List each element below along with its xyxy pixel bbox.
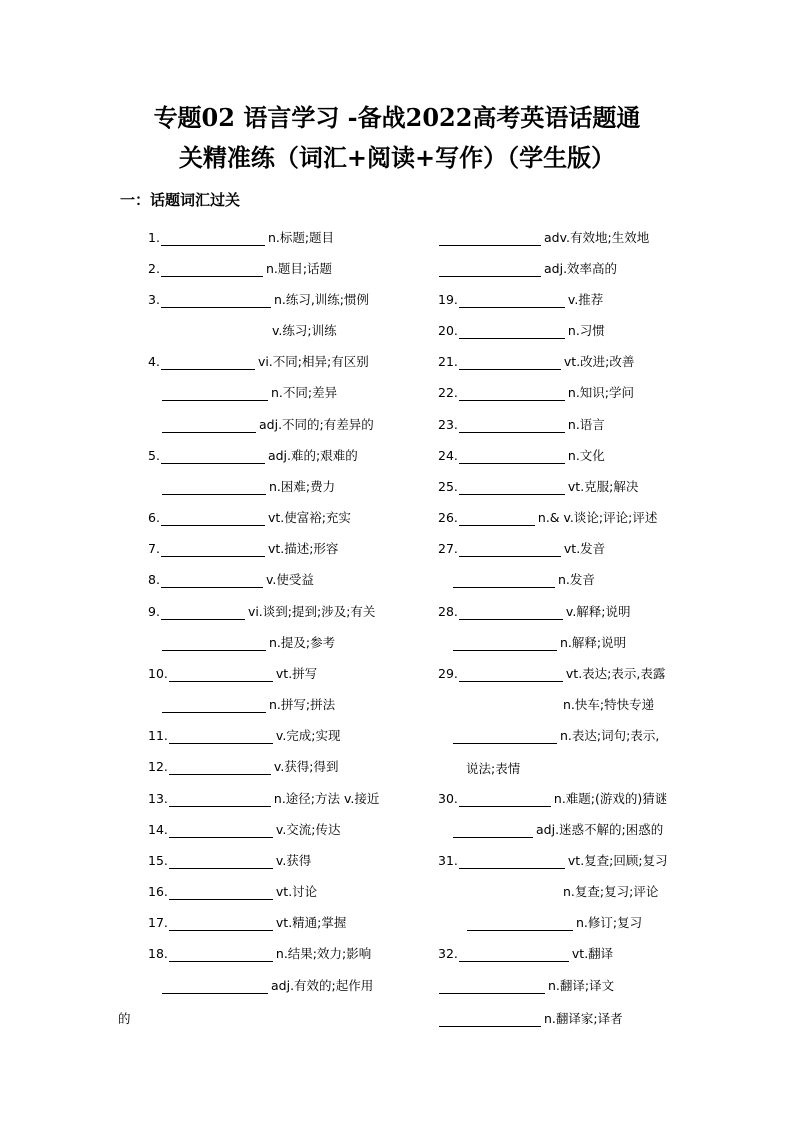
item-number: 15. — [148, 853, 168, 868]
left-vocab-line — [148, 883, 317, 901]
left-vocab-line — [148, 758, 339, 776]
answer-blank[interactable] — [161, 543, 265, 557]
left-vocab-line — [148, 353, 369, 371]
left-vocab-line — [148, 727, 341, 745]
definition-text: n.标题;题目 — [267, 230, 335, 245]
definition-text: n.难题;(游戏的)猜谜 — [553, 791, 668, 806]
definition-text: v.使受益 — [265, 572, 314, 587]
answer-blank[interactable] — [161, 450, 265, 464]
item-number: 20. — [438, 323, 458, 338]
item-number: 32. — [438, 946, 458, 961]
definition-text: n.发音 — [558, 572, 595, 587]
left-vocab-line — [161, 384, 337, 402]
left-vocab-line — [148, 571, 314, 589]
definition-text: n.途径;方法 v.接近 — [273, 791, 380, 806]
definition-text: vt.发音 — [563, 541, 606, 556]
right-vocab-line — [563, 883, 658, 901]
left-vocab-line — [161, 416, 374, 434]
definition-text: vt.改进;改善 — [563, 354, 635, 369]
definition-text: n.& v.谈论;评论;评述 — [537, 510, 658, 525]
answer-blank[interactable] — [162, 699, 266, 713]
left-vocab-line — [161, 478, 335, 496]
item-number: 30. — [438, 791, 458, 806]
item-number: 19. — [438, 292, 458, 307]
item-number: 26. — [438, 510, 458, 525]
right-vocab-line — [452, 634, 626, 652]
answer-blank[interactable] — [439, 232, 541, 246]
right-vocab-line — [438, 322, 605, 340]
definition-text: n.拼写;拼法 — [269, 697, 336, 712]
page-title-line-1: 专题02 语言学习 -备战2022高考英语话题通 — [153, 103, 641, 132]
answer-blank[interactable] — [453, 730, 557, 744]
answer-blank[interactable] — [162, 637, 266, 651]
left-vocab-line — [118, 1010, 131, 1028]
item-number: 4. — [148, 354, 160, 369]
right-vocab-line — [466, 914, 642, 932]
definition-text: n.不同;差异 — [271, 385, 338, 400]
answer-blank[interactable] — [459, 325, 565, 339]
definition-text: adj.难的;艰难的 — [267, 448, 358, 463]
definition-text: vt.翻译 — [571, 946, 614, 961]
answer-blank[interactable] — [459, 606, 563, 620]
definition-text: n.翻译;译文 — [548, 978, 615, 993]
definition-text: v.获得 — [275, 853, 312, 868]
item-number: 18. — [148, 946, 168, 961]
right-vocab-line — [438, 1010, 623, 1028]
definition-text: adj.效率高的 — [544, 261, 618, 276]
page-title-line-2: 关精准练（词汇+阅读+写作）（学生版） — [178, 143, 616, 172]
definition-text: n.语言 — [567, 417, 605, 432]
item-number: 23. — [438, 417, 458, 432]
right-vocab-line — [563, 696, 654, 714]
left-vocab-line — [148, 852, 311, 870]
right-vocab-line — [452, 571, 595, 589]
definition-text: vt.克服;解决 — [567, 479, 639, 494]
section-heading: 一：话题词汇过关 — [120, 191, 241, 209]
definition-text: n.结果;效力;影响 — [275, 946, 372, 961]
answer-blank[interactable] — [161, 606, 245, 620]
item-number: 6. — [148, 510, 160, 525]
definition-text: adj.有效的;起作用 — [271, 978, 374, 993]
item-number: 22. — [438, 385, 458, 400]
item-number: 17. — [148, 915, 168, 930]
right-vocab-line — [438, 384, 634, 402]
answer-blank[interactable] — [169, 793, 271, 807]
definition-text: n.提及;参考 — [269, 635, 336, 650]
answer-blank[interactable] — [161, 512, 265, 526]
answer-blank[interactable] — [459, 387, 565, 401]
right-vocab-line — [438, 229, 649, 247]
answer-blank[interactable] — [169, 761, 271, 775]
left-vocab-line — [148, 540, 338, 558]
definition-text: vt.讨论 — [275, 884, 318, 899]
item-number: 28. — [438, 604, 458, 619]
left-vocab-line — [161, 977, 373, 995]
left-vocab-line — [148, 447, 358, 465]
item-number: 10. — [148, 666, 168, 681]
answer-blank[interactable] — [459, 419, 565, 433]
definition-text: n.困难;费力 — [269, 479, 336, 494]
definition-text: vt.描述;形容 — [267, 541, 339, 556]
item-number: 13. — [148, 791, 168, 806]
item-number: 27. — [438, 541, 458, 556]
item-number: 9. — [148, 604, 160, 619]
definition-text: vi.不同;相异;有区别 — [257, 354, 369, 369]
left-vocab-line — [148, 291, 369, 309]
item-number: 25. — [438, 479, 458, 494]
definition-text: n.表达;词句;表示, — [560, 728, 660, 743]
item-number: 3. — [148, 292, 160, 307]
definition-text: adj.不同的;有差异的 — [259, 417, 374, 432]
definition-text: v.完成;实现 — [275, 728, 341, 743]
right-vocab-line — [438, 260, 617, 278]
definition-text: v.解释;说明 — [565, 604, 631, 619]
item-number: 2. — [148, 261, 160, 276]
right-vocab-line — [438, 353, 634, 371]
definition-text: n.复查;复习;评论 — [563, 884, 659, 899]
left-vocab-line — [148, 665, 317, 683]
definition-text: n.修订;复习 — [576, 915, 643, 930]
right-vocab-line — [438, 478, 638, 496]
answer-blank[interactable] — [162, 980, 268, 994]
answer-blank[interactable] — [169, 824, 273, 838]
answer-blank[interactable] — [459, 356, 561, 370]
answer-blank[interactable] — [459, 481, 565, 495]
right-vocab-line — [438, 447, 605, 465]
answer-blank[interactable] — [459, 543, 561, 557]
item-number: 14. — [148, 822, 168, 837]
definition-text: vt.表达;表示,表露 — [565, 666, 666, 681]
answer-blank[interactable] — [161, 574, 263, 588]
definition-text: 说法;表情 — [466, 761, 521, 776]
definition-text: n.习惯 — [567, 323, 605, 338]
right-vocab-line — [438, 945, 613, 963]
answer-blank[interactable] — [162, 481, 266, 495]
definition-text: vt.精通;掌握 — [275, 915, 347, 930]
definition-text: n.练习,训练;惯例 — [273, 292, 370, 307]
answer-blank[interactable] — [459, 793, 551, 807]
left-vocab-line — [148, 260, 332, 278]
definition-text: v.推荐 — [567, 292, 604, 307]
definition-text: adv.有效地;生效地 — [544, 230, 650, 245]
right-vocab-line — [438, 540, 605, 558]
item-number: 24. — [438, 448, 458, 463]
answer-blank[interactable] — [169, 855, 273, 869]
right-vocab-line — [438, 603, 631, 621]
right-vocab-line — [452, 727, 659, 745]
answer-blank[interactable] — [453, 574, 555, 588]
item-number: 12. — [148, 759, 168, 774]
left-vocab-line — [148, 509, 351, 527]
left-vocab-line — [148, 790, 379, 808]
definition-text: adj.迷惑不解的;困惑的 — [536, 822, 664, 837]
answer-blank[interactable] — [169, 886, 273, 900]
left-vocab-line — [148, 603, 375, 621]
answer-blank[interactable] — [459, 450, 565, 464]
answer-blank[interactable] — [169, 730, 273, 744]
left-vocab-line — [272, 322, 337, 340]
answer-blank[interactable] — [439, 263, 541, 277]
right-vocab-line — [438, 291, 603, 309]
left-vocab-line — [161, 634, 335, 652]
left-vocab-line — [148, 821, 341, 839]
answer-blank[interactable] — [161, 356, 255, 370]
item-number: 7. — [148, 541, 160, 556]
definition-text: 的 — [118, 1011, 131, 1026]
answer-blank[interactable] — [453, 824, 533, 838]
answer-blank[interactable] — [439, 980, 545, 994]
answer-blank[interactable] — [161, 232, 265, 246]
answer-blank[interactable] — [169, 948, 273, 962]
answer-blank[interactable] — [169, 917, 273, 931]
answer-blank[interactable] — [169, 668, 273, 682]
right-vocab-line — [438, 509, 657, 527]
item-number: 21. — [438, 354, 458, 369]
right-vocab-line — [466, 760, 520, 778]
item-number: 5. — [148, 448, 160, 463]
left-vocab-line — [161, 696, 335, 714]
answer-blank[interactable] — [439, 1013, 541, 1027]
definition-text: n.题目;话题 — [265, 261, 333, 276]
definition-text: v.交流;传达 — [275, 822, 341, 837]
left-vocab-line — [148, 229, 334, 247]
answer-blank[interactable] — [162, 387, 268, 401]
definition-text: v.获得;得到 — [273, 759, 339, 774]
item-number: 16. — [148, 884, 168, 899]
right-vocab-line — [438, 977, 614, 995]
left-vocab-line — [148, 914, 346, 932]
right-vocab-line — [452, 821, 663, 839]
answer-blank[interactable] — [459, 294, 565, 308]
item-number: 1. — [148, 230, 160, 245]
definition-text: n.快车;特快专递 — [563, 697, 655, 712]
right-vocab-line — [438, 416, 605, 434]
answer-blank[interactable] — [459, 512, 535, 526]
definition-text: vt.复查;回顾;复习 — [567, 853, 668, 868]
definition-text: v.练习;训练 — [272, 323, 337, 338]
right-vocab-line — [438, 790, 667, 808]
answer-blank[interactable] — [459, 948, 569, 962]
item-number: 8. — [148, 572, 160, 587]
answer-blank[interactable] — [453, 637, 557, 651]
answer-blank[interactable] — [459, 668, 563, 682]
item-number: 11. — [148, 728, 168, 743]
definition-text: vt.拼写 — [275, 666, 318, 681]
definition-text: n.文化 — [567, 448, 605, 463]
right-vocab-line — [438, 665, 665, 683]
definition-text: vi.谈到;提到;涉及;有关 — [247, 604, 376, 619]
answer-blank[interactable] — [459, 855, 565, 869]
left-vocab-line — [148, 945, 371, 963]
item-number: 29. — [438, 666, 458, 681]
answer-blank[interactable] — [467, 917, 573, 931]
definition-text: vt.使富裕;充实 — [267, 510, 351, 525]
right-vocab-line — [438, 852, 668, 870]
answer-blank[interactable] — [161, 263, 263, 277]
definition-text: n.知识;学问 — [567, 385, 634, 400]
answer-blank[interactable] — [162, 419, 256, 433]
item-number: 31. — [438, 853, 458, 868]
definition-text: n.翻译家;译者 — [544, 1011, 623, 1026]
definition-text: n.解释;说明 — [560, 635, 627, 650]
answer-blank[interactable] — [161, 294, 271, 308]
